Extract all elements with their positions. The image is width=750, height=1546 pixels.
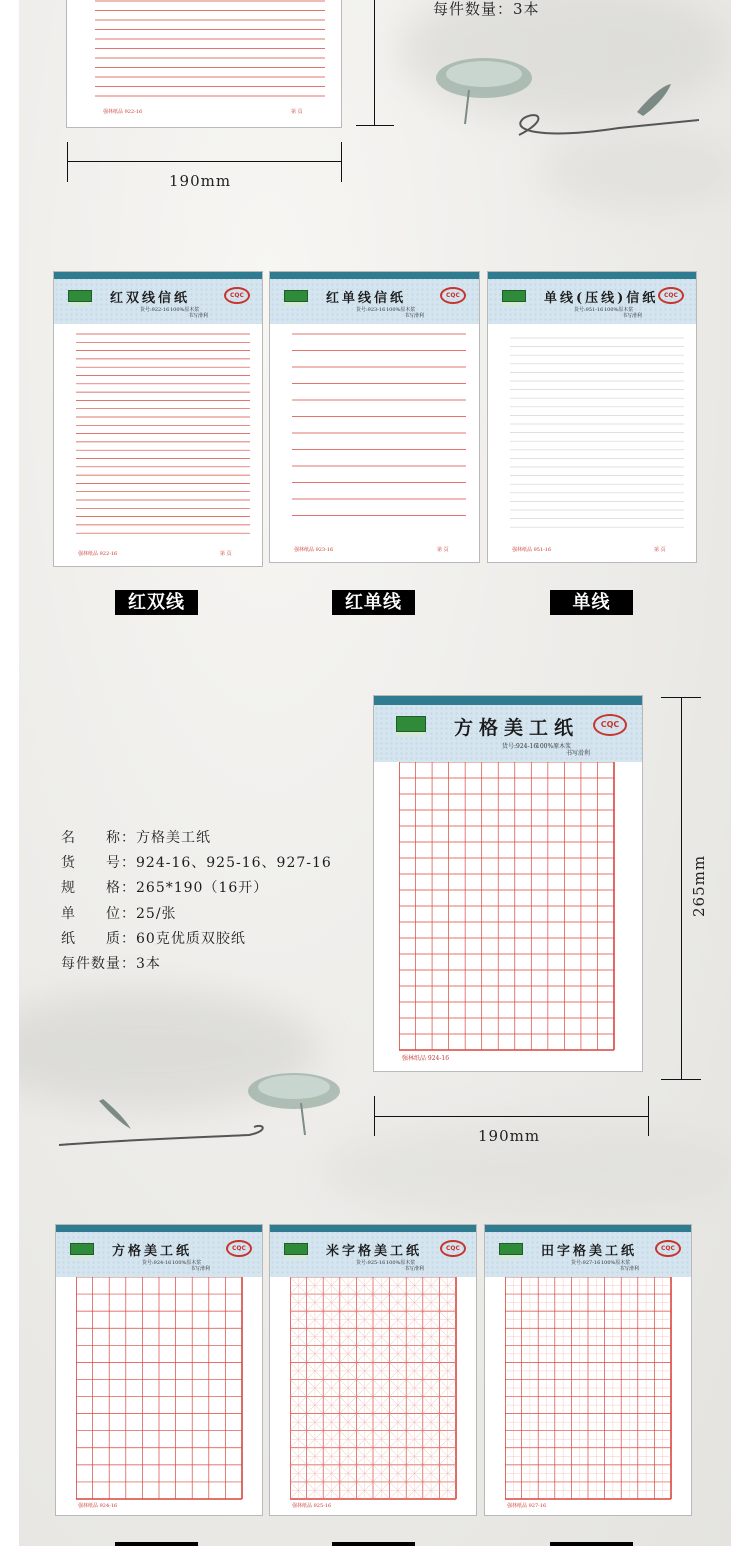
height-dimension-line: [681, 697, 682, 1080]
page-header: [485, 1225, 691, 1277]
lotus-fish-illustration: [399, 40, 699, 150]
height-dimension-label: 265mm: [690, 854, 708, 917]
page-footer: 强林纸品 924-16: [78, 1503, 118, 1509]
header-bar: [56, 1225, 262, 1232]
brand-logo: [68, 290, 92, 302]
brand-logo: [284, 1243, 308, 1255]
background-canvas: [19, 0, 731, 1546]
partial-letter-page: [66, 0, 342, 128]
page-header: [374, 696, 642, 762]
grid-paper-page: [55, 1224, 263, 1516]
lotus-fish-illustration: [59, 1065, 359, 1155]
item-number: 货号:922-16: [140, 307, 170, 313]
dimension-tick: [341, 142, 342, 182]
header-bar: [270, 272, 479, 279]
smooth-note: 书写滑利: [404, 1266, 425, 1272]
item-number: 货号:924-16: [142, 1260, 172, 1266]
page-title: 方格美工纸: [112, 1244, 193, 1259]
cqc-stamp: CQC: [224, 287, 250, 304]
cqc-stamp: CQC: [658, 287, 684, 304]
big-grid-page: [373, 695, 643, 1072]
info-unit: 单 位：25/张: [61, 905, 177, 922]
brand-logo: [499, 1243, 523, 1255]
brand-logo-sub: [284, 1255, 306, 1259]
dimension-tick: [356, 125, 394, 126]
red-lines: [95, 0, 325, 97]
tian-grid: [505, 1277, 677, 1501]
page-footer-left: 强林纸品 922-16: [103, 109, 143, 115]
header-bar: [374, 696, 642, 705]
page-footer-left: 强林纸品 922-16: [78, 551, 118, 557]
dimension-tick: [374, 1096, 375, 1136]
item-number: 货号:923-16: [356, 307, 386, 313]
pulp-note: 100%原木浆: [386, 1260, 416, 1266]
cqc-stamp: CQC: [655, 1240, 681, 1257]
brand-logo: [70, 1243, 94, 1255]
width-dimension-label: 190mm: [169, 172, 232, 190]
width-dimension-line: [374, 1116, 649, 1117]
page-footer: 强林纸品 924-16: [402, 1055, 450, 1062]
page-footer-left: 强林纸品 923-16: [294, 547, 334, 553]
page-header: [270, 1225, 476, 1277]
brand-logo-sub: [499, 1255, 521, 1259]
page-footer-right: 第 页: [220, 551, 232, 557]
info-name: 名 称：方格美工纸: [61, 830, 211, 846]
cqc-stamp: CQC: [440, 1240, 466, 1257]
header-bar: [485, 1225, 691, 1232]
page-footer-right: 第 页: [437, 547, 449, 553]
square-grid: [76, 1277, 248, 1501]
ruled-lines: [290, 330, 470, 540]
smooth-note: 书写滑利: [188, 313, 209, 319]
smooth-note: 书写滑利: [190, 1266, 211, 1272]
height-dimension-line: [374, 0, 375, 126]
item-number: 货号:951-16: [574, 307, 604, 313]
cqc-stamp: CQC: [440, 287, 466, 304]
product-info: [61, 826, 332, 977]
pulp-note: 100%原木浆: [601, 1260, 631, 1266]
page-footer: 强林纸品 927-16: [507, 1503, 547, 1509]
grid-paper-page: [269, 1224, 477, 1516]
smooth-note: 书写滑利: [566, 750, 591, 757]
mi-grid: [290, 1277, 462, 1501]
header-bar: [54, 272, 262, 279]
page-footer-right: 第 页: [291, 109, 303, 115]
width-dimension-line: [67, 161, 342, 162]
label-cutoff: [115, 1542, 198, 1546]
label-red-double-line: 红双线: [115, 590, 198, 615]
pulp-note: 100%原木浆: [536, 743, 572, 750]
smooth-note: 书写滑利: [622, 313, 643, 319]
brand-logo-sub: [284, 302, 306, 306]
brand-logo-sub: [396, 732, 424, 737]
label-red-single-line: 红单线: [332, 590, 415, 615]
brand-logo-sub: [68, 302, 90, 306]
item-number: 货号:927-16: [571, 1260, 601, 1266]
page-title: 米字格美工纸: [326, 1244, 423, 1259]
brand-logo: [396, 716, 426, 732]
page-footer-left: 强林纸品 951-16: [512, 547, 552, 553]
brand-logo: [284, 290, 308, 302]
letter-paper-page: [487, 271, 697, 563]
label-cutoff: [332, 1542, 415, 1546]
brand-logo-sub: [502, 302, 524, 306]
page-header: [488, 272, 696, 324]
quantity-text: 每件数量：3本: [433, 0, 540, 18]
pulp-note: 100%原木浆: [604, 307, 634, 313]
page-title: 红单线信纸: [326, 291, 407, 306]
letter-paper-page: [269, 271, 480, 563]
page-footer: 强林纸品 925-16: [292, 1503, 332, 1509]
cqc-stamp: CQC: [226, 1240, 252, 1257]
dimension-tick: [661, 697, 701, 698]
grid-paper-page: [484, 1224, 692, 1516]
page-title: 方格美工纸: [454, 717, 580, 739]
pulp-note: 100%原木浆: [386, 307, 416, 313]
cqc-stamp: CQC: [593, 714, 627, 736]
ruled-lines: [74, 330, 254, 540]
pulp-note: 100%原木浆: [172, 1260, 202, 1266]
letter-paper-page: [53, 271, 263, 567]
ruled-lines: [508, 330, 688, 540]
dimension-tick: [67, 142, 68, 182]
item-number: 货号:924-16: [502, 743, 538, 750]
page-header: [56, 1225, 262, 1277]
brand-logo: [502, 290, 526, 302]
page-title: 红双线信纸: [110, 291, 191, 306]
header-bar: [270, 1225, 476, 1232]
smooth-note: 书写滑利: [404, 313, 425, 319]
header-bar: [488, 272, 696, 279]
page-title: 单线(压线)信纸: [544, 291, 659, 306]
dimension-tick: [648, 1096, 649, 1136]
info-paper: 纸 质：60克优质双胶纸: [61, 930, 246, 947]
info-spec: 规 格：265*190（16开）: [61, 880, 269, 897]
grid-pattern: [399, 762, 616, 1052]
dimension-tick: [661, 1079, 701, 1080]
item-number: 货号:925-16: [356, 1260, 386, 1266]
width-dimension-label: 190mm: [478, 1127, 541, 1145]
page-header: [54, 272, 262, 324]
pulp-note: 100%原木浆: [170, 307, 200, 313]
page-footer-right: 第 页: [654, 547, 666, 553]
info-item-no: 货 号：924-16、925-16、927-16: [61, 855, 332, 872]
brand-logo-sub: [70, 1255, 92, 1259]
info-quantity: 每件数量：3本: [61, 956, 161, 973]
smooth-note: 书写滑利: [619, 1266, 640, 1272]
label-single-line: 单线: [550, 590, 633, 615]
page-header: [270, 272, 479, 324]
label-cutoff: [550, 1542, 633, 1546]
page-title: 田字格美工纸: [541, 1244, 638, 1259]
